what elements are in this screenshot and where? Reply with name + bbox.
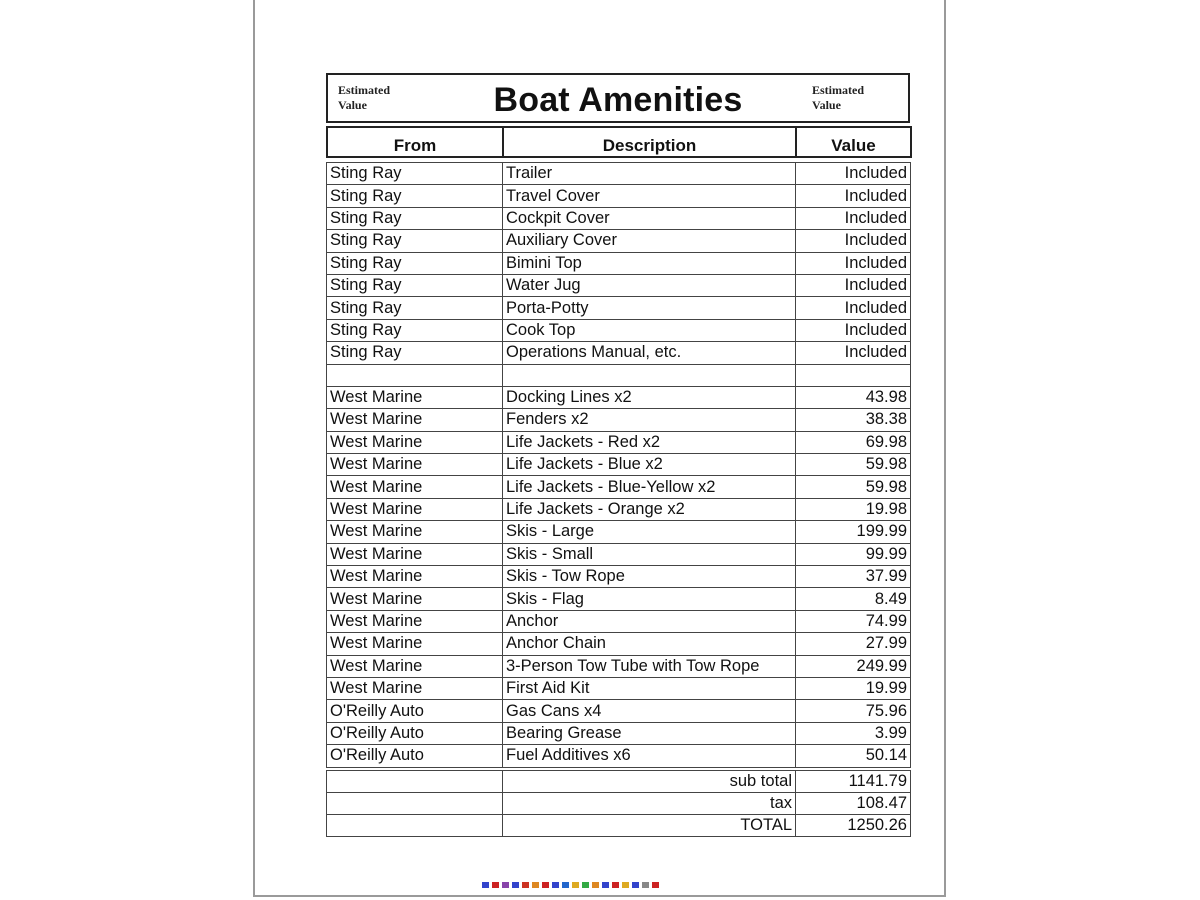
cell-description: 3-Person Tow Tube with Tow Rope: [503, 655, 796, 677]
cell-value: Included: [796, 319, 911, 341]
cell-description: Skis - Large: [503, 521, 796, 543]
table-row: [327, 476, 911, 498]
cell-description: Bearing Grease: [503, 722, 796, 744]
toolbar-button-icon[interactable]: [482, 882, 489, 888]
cell-description: Trailer: [503, 163, 796, 185]
cell-from: O'Reilly Auto: [327, 745, 503, 767]
cell-value: 19.98: [796, 498, 911, 520]
cell-from: West Marine: [327, 566, 503, 588]
column-header-from: From: [327, 127, 503, 157]
column-header-description: Description: [503, 127, 796, 157]
estimated-value-left: Estimated Value: [338, 83, 390, 112]
cell-description: [503, 364, 796, 386]
cell-value: 75.96: [796, 700, 911, 722]
table-row: [327, 655, 911, 677]
cell-value: Included: [796, 163, 911, 185]
cell-from: West Marine: [327, 498, 503, 520]
cell-description: Skis - Small: [503, 543, 796, 565]
summary-row: [327, 793, 911, 815]
column-header-value: Value: [796, 127, 911, 157]
table-row: [327, 543, 911, 565]
toolbar-button-icon[interactable]: [492, 882, 499, 888]
cell-from: West Marine: [327, 655, 503, 677]
cell-from: West Marine: [327, 677, 503, 699]
toolbar-button-icon[interactable]: [532, 882, 539, 888]
table-row: [327, 431, 911, 453]
cell-value: 3.99: [796, 722, 911, 744]
cell-from: West Marine: [327, 588, 503, 610]
table-row: [327, 342, 911, 364]
toolbar-button-icon[interactable]: [612, 882, 619, 888]
cell-description: Fenders x2: [503, 409, 796, 431]
cell-from: Sting Ray: [327, 319, 503, 341]
cell-from: Sting Ray: [327, 163, 503, 185]
toolbar-button-icon[interactable]: [562, 882, 569, 888]
toolbar-button-icon[interactable]: [572, 882, 579, 888]
cell-value: 27.99: [796, 633, 911, 655]
cell-description: Docking Lines x2: [503, 386, 796, 408]
amenities-table: [326, 162, 911, 768]
cell-value: 50.14: [796, 745, 911, 767]
toolbar-button-icon[interactable]: [502, 882, 509, 888]
summary-table: [326, 770, 911, 837]
page-title: Boat Amenities: [493, 81, 743, 119]
toolbar-button-icon[interactable]: [542, 882, 549, 888]
cell-from: Sting Ray: [327, 297, 503, 319]
cell-description: Cockpit Cover: [503, 207, 796, 229]
column-header-table: [326, 126, 912, 158]
cell-from: West Marine: [327, 454, 503, 476]
cell-value: 199.99: [796, 521, 911, 543]
table-row: [327, 454, 911, 476]
table-row: [327, 207, 911, 229]
cell-value: 8.49: [796, 588, 911, 610]
cell-value: 19.99: [796, 677, 911, 699]
cell-description: Travel Cover: [503, 185, 796, 207]
cell-from: West Marine: [327, 521, 503, 543]
cell-description: Skis - Tow Rope: [503, 566, 796, 588]
cell-description: Life Jackets - Blue-Yellow x2: [503, 476, 796, 498]
table-row: [327, 745, 911, 767]
cell-description: Fuel Additives x6: [503, 745, 796, 767]
cell-from: Sting Ray: [327, 230, 503, 252]
table-row: [327, 588, 911, 610]
summary-empty-cell: [327, 815, 503, 837]
summary-value: 108.47: [796, 793, 911, 815]
cell-value: 74.99: [796, 610, 911, 632]
table-row: [327, 700, 911, 722]
table-row: [327, 230, 911, 252]
cell-from: West Marine: [327, 610, 503, 632]
cell-from: O'Reilly Auto: [327, 700, 503, 722]
cell-description: Gas Cans x4: [503, 700, 796, 722]
toolbar-button-icon[interactable]: [652, 882, 659, 888]
cell-value: Included: [796, 274, 911, 296]
cell-from: Sting Ray: [327, 252, 503, 274]
toolbar-button-icon[interactable]: [642, 882, 649, 888]
column-header-row: [327, 127, 911, 157]
table-row: [327, 274, 911, 296]
table-row: [327, 319, 911, 341]
summary-row: [327, 815, 911, 837]
toolbar-button-icon[interactable]: [602, 882, 609, 888]
cell-description: Life Jackets - Red x2: [503, 431, 796, 453]
estimated-value-right: Estimated Value: [812, 83, 864, 112]
cell-from: Sting Ray: [327, 207, 503, 229]
table-row: [327, 297, 911, 319]
cell-from: West Marine: [327, 633, 503, 655]
cell-description: Porta-Potty: [503, 297, 796, 319]
table-row: [327, 722, 911, 744]
cell-description: Anchor Chain: [503, 633, 796, 655]
cell-description: Life Jackets - Orange x2: [503, 498, 796, 520]
cell-description: Cook Top: [503, 319, 796, 341]
cell-value: 249.99: [796, 655, 911, 677]
summary-label: sub total: [503, 771, 796, 793]
summary-value: 1141.79: [796, 771, 911, 793]
table-row: [327, 566, 911, 588]
toolbar-button-icon[interactable]: [522, 882, 529, 888]
cell-value: Included: [796, 342, 911, 364]
table-row: [327, 163, 911, 185]
cell-value: Included: [796, 230, 911, 252]
table-row: [327, 610, 911, 632]
cell-description: Anchor: [503, 610, 796, 632]
cell-from: West Marine: [327, 431, 503, 453]
toolbar-button-icon[interactable]: [582, 882, 589, 888]
cell-description: Skis - Flag: [503, 588, 796, 610]
cell-description: First Aid Kit: [503, 677, 796, 699]
cell-value: Included: [796, 297, 911, 319]
table-row: [327, 498, 911, 520]
cell-value: 59.98: [796, 454, 911, 476]
cell-value: Included: [796, 207, 911, 229]
cell-value: Included: [796, 252, 911, 274]
table-row: [327, 677, 911, 699]
cell-value: 38.38: [796, 409, 911, 431]
summary-row: [327, 771, 911, 793]
summary-empty-cell: [327, 771, 503, 793]
toolbar-button-icon[interactable]: [552, 882, 559, 888]
table-row: [327, 386, 911, 408]
summary-value: 1250.26: [796, 815, 911, 837]
toolbar-button-icon[interactable]: [632, 882, 639, 888]
summary-label: tax: [503, 793, 796, 815]
cell-from: O'Reilly Auto: [327, 722, 503, 744]
cell-from: West Marine: [327, 476, 503, 498]
cell-description: Operations Manual, etc.: [503, 342, 796, 364]
table-row: [327, 252, 911, 274]
cell-from: West Marine: [327, 543, 503, 565]
cell-from: West Marine: [327, 386, 503, 408]
cell-value: [796, 364, 911, 386]
table-row: [327, 185, 911, 207]
toolbar-button-icon[interactable]: [512, 882, 519, 888]
cell-from: West Marine: [327, 409, 503, 431]
table-row: [327, 364, 911, 386]
cell-description: Life Jackets - Blue x2: [503, 454, 796, 476]
summary-label: TOTAL: [503, 815, 796, 837]
cell-from: Sting Ray: [327, 185, 503, 207]
cell-from: Sting Ray: [327, 342, 503, 364]
table-row: [327, 633, 911, 655]
cell-value: 43.98: [796, 386, 911, 408]
cell-description: Water Jug: [503, 274, 796, 296]
toolbar-button-icon[interactable]: [622, 882, 629, 888]
cell-value: 59.98: [796, 476, 911, 498]
summary-empty-cell: [327, 793, 503, 815]
title-box: [326, 73, 910, 123]
table-row: [327, 409, 911, 431]
cell-description: Bimini Top: [503, 252, 796, 274]
cell-value: Included: [796, 185, 911, 207]
cell-value: 99.99: [796, 543, 911, 565]
table-row: [327, 521, 911, 543]
cell-value: 37.99: [796, 566, 911, 588]
cell-value: 69.98: [796, 431, 911, 453]
toolbar-button-icon[interactable]: [592, 882, 599, 888]
cell-from: [327, 364, 503, 386]
cell-from: Sting Ray: [327, 274, 503, 296]
page-navigation-toolbar: [482, 881, 659, 889]
cell-description: Auxiliary Cover: [503, 230, 796, 252]
